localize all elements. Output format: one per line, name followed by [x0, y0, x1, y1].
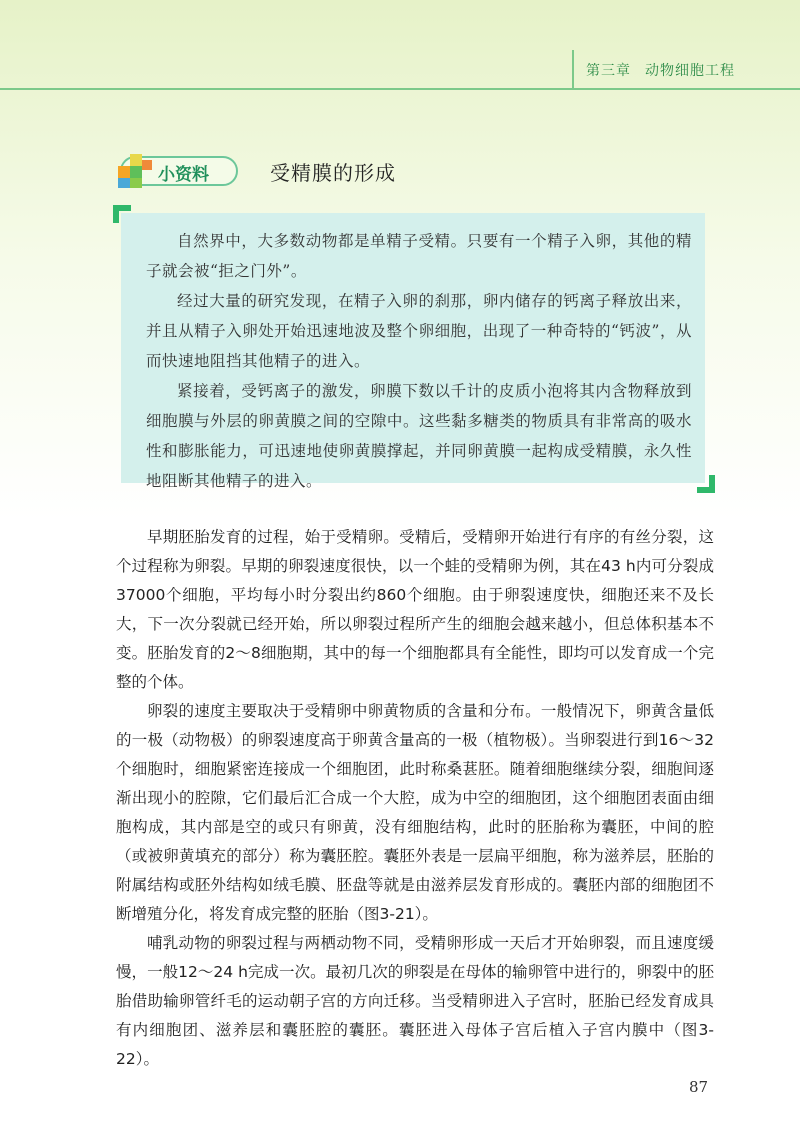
header-rule — [0, 88, 800, 90]
chapter-number: 第三章 — [586, 63, 631, 79]
info-box-text — [146, 226, 692, 496]
running-header — [572, 50, 745, 88]
info-paragraph: 自然界中，大多数动物都是单精子受精。只要有一个精子入卵，其他的精子就会被“拒之门外”。 — [146, 232, 692, 280]
corner-mark-top-left — [113, 205, 119, 223]
page-number: 87 — [689, 1078, 709, 1096]
body-paragraph: 卵裂的速度主要取决于受精卵中卵黄物质的含量和分布。一般情况下，卵黄含量低的一极（动物极）的卵裂速度高于卵黄含量高的一极（植物极）。当卵裂进行到16～32个细胞时，细胞紧密连接成一个细胞团，此时称桑葚胚。随着细胞继续分裂，细胞间逐渐出现小的腔隙，它们最后汇合成一个大腔，成为中空的细胞团，这个细胞团表面由细胞构成，其内部是空的或只有卵黄，没有细胞结构，此时的胚胎称为囊胚，中间的腔（或被卵黄填充的部分）称为囊胚腔。囊胚外表是一层扁平细胞，称为滋养层，胚胎的附属结构或胚外结构如绒毛膜、胚盘等就是由滋养层发育形成的。囊胚内部的细胞团不断增殖分化，将发育成完整的胚胎（图3-21）。 — [116, 702, 714, 923]
info-tag — [112, 148, 262, 190]
info-paragraph: 经过大量的研究发现，在精子入卵的刹那，卵内储存的钙离子释放出来，并且从精子入卵处开始迅速地波及整个卵细胞，出现了一种奇特的“钙波”，从而快速地阻挡其他精子的进入。 — [146, 292, 692, 370]
info-tag-label: 小资料 — [158, 165, 209, 185]
corner-mark-bottom-right — [709, 475, 715, 493]
chapter-title: 动物细胞工程 — [645, 63, 735, 79]
body-paragraph: 哺乳动物的卵裂过程与两栖动物不同，受精卵形成一天后才开始卵裂，而且速度缓慢，一般12～24 h完成一次。最初几次的卵裂是在母体的输卵管中进行的，卵裂中的胚胎借助输卵管纤毛的运动朝子宫的方向迁移。当受精卵进入子宫时，胚胎已经发育成具有内细胞团、滋养层和囊胚腔的囊胚。囊胚进入母体子宫后植入子宫内膜中（图3-22）。 — [116, 934, 714, 1068]
info-paragraph: 紧接着，受钙离子的激发，卵膜下数以千计的皮质小泡将其内含物释放到细胞膜与外层的卵黄膜之间的空隙中。这些黏多糖类的物质具有非常高的吸水性和膨胀能力，可迅速地使卵黄膜撑起，并同卵黄膜一起构成受精膜，永久性地阻断其他精子的进入。 — [146, 382, 692, 490]
info-box-title: 受精膜的形成 — [270, 161, 396, 185]
main-text — [116, 523, 714, 1074]
puzzle-icon — [116, 150, 156, 190]
body-paragraph: 早期胚胎发育的过程，始于受精卵。受精后，受精卵开始进行有序的有丝分裂，这个过程称为卵裂。早期的卵裂速度很快，以一个蛙的受精卵为例，其在43 h内可分裂成37000个细胞，平均每小时分裂出约860个细胞。由于卵裂速度快，细胞还来不及长大，下一次分裂就已经开始，所以卵裂过程所产生的细胞会越来越小，但总体积基本不变。胚胎发育的2～8细胞期，其中的每一个细胞都具有全能性，即均可以发育成一个完整的个体。 — [116, 528, 714, 691]
